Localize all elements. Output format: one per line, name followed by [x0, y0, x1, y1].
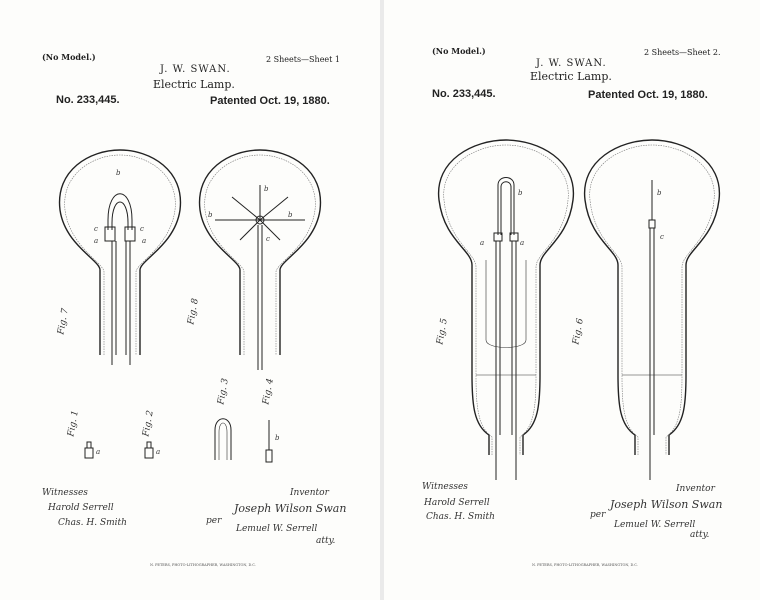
svg-text:b: b — [264, 185, 269, 193]
patent-number: No. 233,445. — [56, 94, 120, 106]
inventor-label: Inventor — [290, 488, 329, 498]
svg-text:Fig. 2: Fig. 2 — [141, 409, 156, 438]
atty-label: atty. — [316, 536, 336, 546]
svg-text:b: b — [657, 189, 662, 197]
witness-1-signature: Harold Serrell — [48, 503, 114, 513]
patent-sheet-2 — [384, 0, 760, 600]
svg-text:a: a — [520, 239, 525, 247]
inventor-label: Inventor — [676, 484, 715, 494]
svg-text:a: a — [142, 237, 147, 245]
inventor-signature: Joseph Wilson Swan — [234, 502, 347, 515]
printer-footer: N. PETERS, PHOTO-LITHOGRAPHER, WASHINGTON, D.C. — [150, 563, 256, 567]
svg-text:Fig. 5: Fig. 5 — [435, 317, 450, 346]
printer-footer: N. PETERS, PHOTO-LITHOGRAPHER, WASHINGTON, D.C. — [532, 563, 638, 567]
svg-text:b: b — [208, 211, 213, 219]
patent-date: Patented Oct. 19, 1880. — [588, 89, 708, 101]
inventor-name: J. W. SWAN. — [536, 58, 607, 69]
per-label: per — [590, 510, 606, 520]
svg-text:b: b — [288, 211, 293, 219]
svg-text:b: b — [275, 434, 280, 442]
patent-number: No. 233,445. — [432, 88, 496, 100]
svg-text:a: a — [156, 448, 161, 456]
svg-text:Fig. 4: Fig. 4 — [261, 377, 276, 406]
svg-text:c: c — [266, 235, 270, 243]
svg-text:Fig. 8: Fig. 8 — [186, 297, 201, 326]
svg-text:c: c — [94, 225, 98, 233]
svg-text:a: a — [96, 448, 101, 456]
svg-text:Fig. 6: Fig. 6 — [571, 317, 586, 346]
small-parts-drawing — [85, 410, 285, 480]
no-model-label: (No Model.) — [432, 46, 486, 56]
sheets-label: 2 Sheets—Sheet 1 — [266, 55, 341, 64]
inventor-name: J. W. SWAN. — [160, 64, 231, 75]
patent-title: Electric Lamp. — [153, 78, 235, 91]
svg-text:a: a — [480, 239, 485, 247]
witnesses-label: Witnesses — [422, 482, 468, 492]
svg-text:b: b — [518, 189, 523, 197]
sheets-label: 2 Sheets—Sheet 2. — [644, 48, 721, 57]
svg-text:a: a — [94, 237, 99, 245]
per-label: per — [206, 516, 222, 526]
witness-2-signature: Chas. H. Smith — [58, 518, 127, 528]
patent-date: Patented Oct. 19, 1880. — [210, 95, 330, 107]
attorney-signature: Lemuel W. Serrell — [614, 520, 696, 530]
svg-text:Fig. 3: Fig. 3 — [216, 377, 231, 406]
svg-text:c: c — [140, 225, 144, 233]
fig-labels-right — [424, 305, 724, 365]
svg-text:Fig. 7: Fig. 7 — [56, 307, 71, 336]
witness-2-signature: Chas. H. Smith — [426, 512, 495, 522]
witnesses-label: Witnesses — [42, 488, 88, 498]
inventor-signature: Joseph Wilson Swan — [610, 498, 723, 511]
patent-title: Electric Lamp. — [530, 70, 612, 83]
atty-label: atty. — [690, 530, 710, 540]
attorney-signature: Lemuel W. Serrell — [236, 524, 318, 534]
svg-text:Fig. 1: Fig. 1 — [66, 409, 81, 438]
no-model-label: (No Model.) — [42, 52, 96, 62]
svg-text:b: b — [116, 169, 121, 177]
witness-1-signature: Harold Serrell — [424, 498, 490, 508]
svg-text:c: c — [660, 233, 664, 241]
